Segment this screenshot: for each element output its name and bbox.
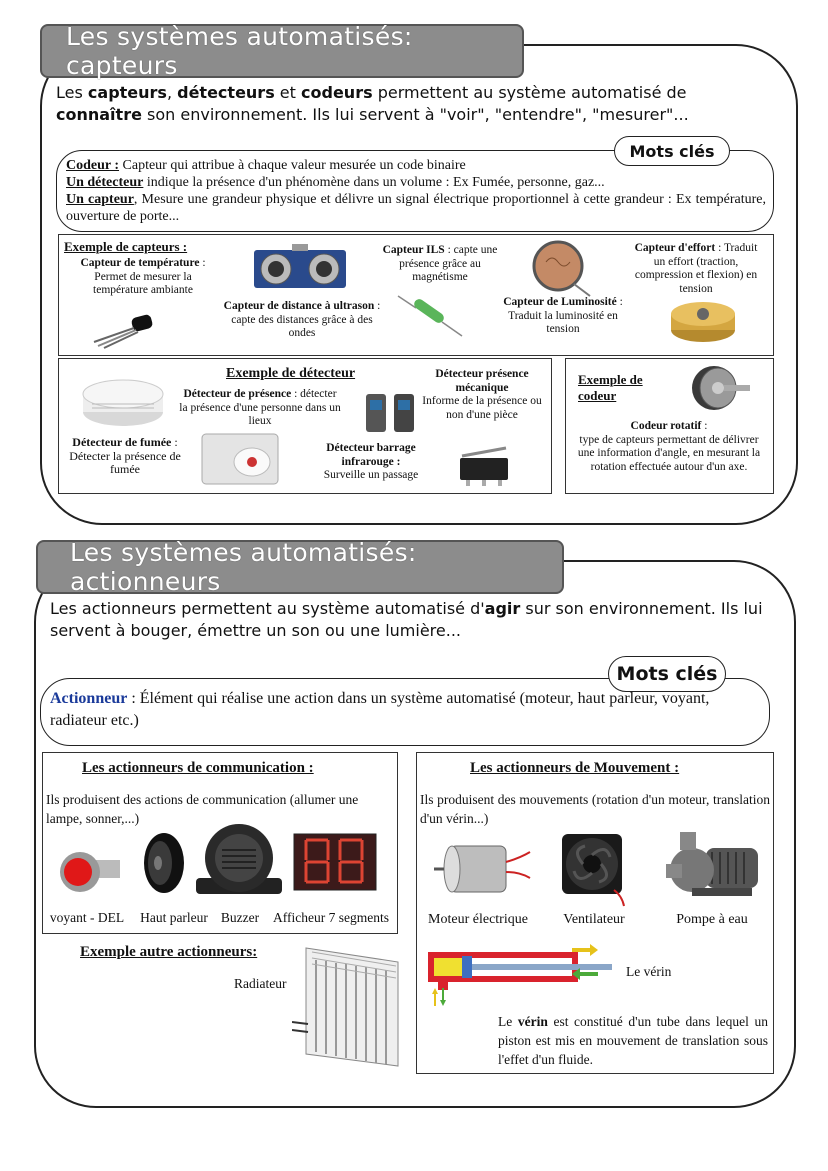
buzzer-image <box>194 820 284 904</box>
radiator-image <box>292 944 404 1070</box>
microswitch-image <box>454 444 514 486</box>
detecteur-fumee-text: Détecteur de fumée : Détecter la présence de fumée <box>69 435 181 476</box>
seven-segment-display-image <box>292 832 378 892</box>
label-ventilateur: Ventilateur <box>563 912 625 927</box>
label-haut-parleur: Haut parleur <box>140 910 208 925</box>
water-pump-image <box>662 826 762 910</box>
label-pompe: Pompe à eau <box>676 912 748 927</box>
capteurs-definitions <box>66 157 766 225</box>
actionneurs-intro: Les actionneurs permettent au système automatisé d'agir sur son environnement. Ils lui servent à bouger, émettre un son ou une lumière... <box>50 599 763 640</box>
ils-sensor-image <box>396 292 466 340</box>
verin-diagram-image <box>422 944 618 1010</box>
communication-desc: Ils produisent des actions de communication (allumer une lampe, sonner,...) <box>46 792 359 826</box>
infrared-barrier-image <box>362 390 418 438</box>
capteurs-section-title <box>40 24 524 78</box>
label-moteur: Moteur électrique <box>428 912 528 927</box>
electric-motor-image <box>430 838 534 900</box>
led-indicator-image <box>54 844 124 900</box>
definition-codeur: Codeur : Capteur qui attribue à chaque valeur mesurée un code binaire <box>66 158 466 173</box>
ultrasonic-sensor-image <box>252 244 348 292</box>
temperature-sensor-image <box>88 310 168 350</box>
exemple-codeur-heading: Exemple de codeur <box>578 372 643 403</box>
verin-description: Le vérin est constitué d'un tube dans lequel un piston est mis en mouvement de translation sous l'effet d'un fluide. <box>498 1014 768 1067</box>
actionneur-definition: Actionneur : Élément qui réalise une action dans un système automatisé (moteur, haut parleur, voyant, radiateur etc.) <box>50 690 710 729</box>
label-afficheur: Afficheur 7 segments <box>273 910 389 925</box>
capteur-temperature-text: Capteur de température : Permet de mesurer la température ambiante <box>80 257 206 296</box>
mouvement-heading: Les actionneurs de Mouvement : <box>470 760 680 776</box>
mots-cles-tag: Mots clés <box>614 136 730 166</box>
label-le-verin: Le vérin <box>626 964 672 979</box>
mouvement-desc: Ils produisent des mouvements (rotation d'un moteur, translation d'un vérin...) <box>420 792 770 826</box>
detecteur-mecanique-text: Détecteur présence mécanique Informe de la présence ou non d'une pièce <box>422 368 542 421</box>
capteurs-intro: Les capteurs, détecteurs et codeurs permettent au système automatisé de connaître son environnement. Ils lui servent à "voir", "entendre", "mesurer"... <box>56 83 689 124</box>
capteur-effort-text: Capteur d'effort : Traduit un effort (traction, compression et flexion) en tension <box>634 242 758 295</box>
smoke-detector-image <box>80 374 166 430</box>
luminosity-sensor-image <box>528 236 594 298</box>
actionneurs-title-text: Les systèmes automatisés: actionneurs <box>70 538 417 596</box>
mots-cles-tag-2: Mots clés <box>608 656 726 692</box>
rotary-encoder-image <box>688 364 752 412</box>
label-radiateur: Radiateur <box>234 976 287 991</box>
capteurs-title-text: Les systèmes automatisés: capteurs <box>66 22 413 80</box>
detecteur-barrage-text: Détecteur barrage infrarouge : Surveille un passage <box>323 442 419 481</box>
capteur-ultrason-text: Capteur de distance à ultrason : capte des distances grâce à des ondes <box>223 300 381 339</box>
definition-capteur: Un capteur, Mesure une grandeur physique et délivre un signal électrique proportionnel à cette grandeur : Ex température, ouverture de porte... <box>66 192 766 224</box>
label-voyant: voyant - DEL <box>49 910 125 925</box>
exemple-detecteur-heading: Exemple de détecteur <box>226 366 356 381</box>
capteur-luminosite-text: Capteur de Luminosité : Traduit la luminosité en tension <box>503 296 623 335</box>
actionneurs-section-title <box>36 540 564 594</box>
detecteur-presence-text: Détecteur de présence : détecter la présence d'une personne dans un lieux <box>179 388 341 427</box>
codeur-rotatif-text: Codeur rotatif : type de capteurs permettant de délivrer une information d'angle, en mesurant la rotation effectuée autour d'un axe. <box>577 420 761 473</box>
force-sensor-image <box>668 300 738 344</box>
fan-image <box>558 830 630 910</box>
label-buzzer: Buzzer <box>220 910 260 925</box>
communication-heading: Les actionneurs de communication : <box>82 760 314 776</box>
autre-actionneurs-heading: Exemple autre actionneurs: <box>80 944 258 960</box>
exemple-capteurs-heading: Exemple de capteurs : <box>64 239 188 254</box>
presence-detector-image <box>198 432 282 486</box>
definition-detecteur: Un détecteur indique la présence d'un phénomène dans un volume : Ex Fumée, personne, gaz... <box>66 175 605 190</box>
capteur-ils-text: Capteur ILS : capte une présence grâce au magnétisme <box>382 244 498 283</box>
speaker-image <box>140 830 186 896</box>
